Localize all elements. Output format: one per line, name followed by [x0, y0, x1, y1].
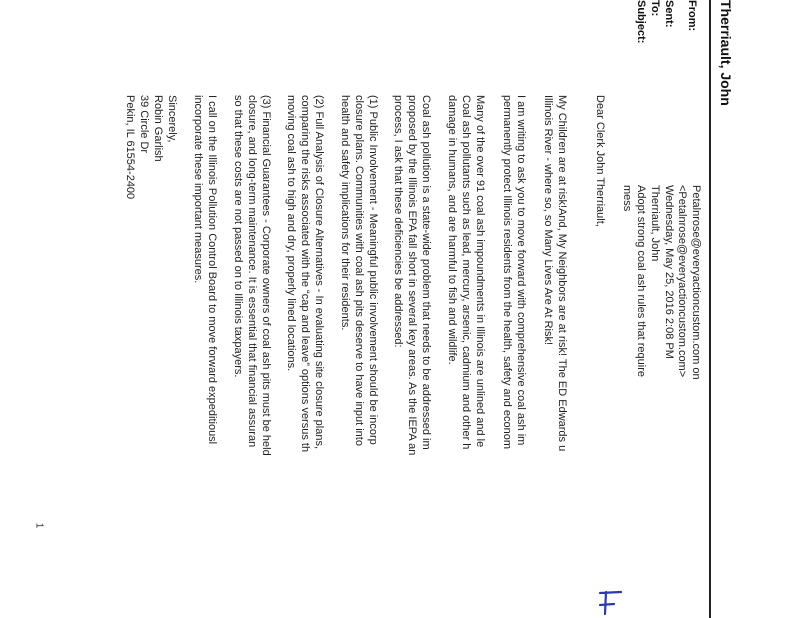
letter-page: [119, 0, 739, 618]
paragraph-2-line-1: I am writing to ask you to move forward with comprehensive coal ash im: [515, 95, 527, 446]
paragraph-7-line-3: so that these costs are not passed on to Illinois taxpayers.: [232, 95, 244, 378]
signature-street: 39 Circle Dr: [138, 95, 150, 154]
paragraph-7-line-1: (3) Financial Guarantees - Corporate owners of coal ash pits must be held: [260, 95, 272, 456]
signature-city: Pekin, IL 61554-2400: [124, 95, 136, 200]
sent-value: Wednesday, May 25, 2016 2:08 PM: [663, 185, 675, 359]
paragraph-1: [541, 95, 569, 618]
paragraph-1-line-2: Illinois River - where so, so Many Lives Are At Risk!: [542, 95, 554, 346]
paragraph-3-line-3: damage in humans, and are harmful to fish and wildlife.: [446, 95, 458, 365]
paragraph-7: [231, 95, 273, 618]
paragraph-5-line-2: closure plans. Communities with coal ash pits deserve to have input into: [353, 95, 365, 446]
paragraph-2: [500, 95, 528, 618]
paragraph-4-line-2: proposed by the Illinois EPA fall short in several key areas. As the IEPA an: [406, 95, 418, 456]
handwritten-mark-icon: [596, 588, 626, 618]
paragraph-8-line-2: incorporate these important measures.: [192, 95, 204, 284]
paragraph-5-line-3: health and safety implications for their residents.: [339, 95, 351, 331]
paragraph-3-line-2: Coal ash pollutants such as lead, mercury, arsenic, cadmium and other h: [460, 95, 472, 450]
signature-block: [123, 95, 179, 618]
paragraph-7-line-2: closure, and long-term maintenance. It is essential that financial assuran: [246, 95, 258, 448]
signature-closing: Sincerely,: [166, 95, 178, 143]
paragraph-1-line-1: My Children are at risk!And, My Neighbors are at risk! The ED Edwards u: [556, 95, 568, 452]
from-label: From:: [686, 0, 698, 32]
paragraph-2-line-2: permanently protect Illinois residents from the health, safety and econom: [501, 95, 513, 450]
paragraph-3-line-1: Many of the over 91 coal ash impoundments in Illinois are unlined and le: [474, 95, 486, 448]
paragraph-3: [445, 95, 487, 618]
salutation-text: Dear Clerk John Therriault,: [594, 95, 606, 227]
page-number: 1: [33, 522, 45, 529]
header-rule: [709, 0, 711, 618]
paragraph-6: [284, 95, 326, 618]
sent-label: Sent:: [663, 0, 675, 28]
paragraph-4: [391, 95, 433, 618]
paragraph-6-line-2: comparing the risks associated with the “cap and leave” options versus th: [299, 95, 311, 453]
salutation: [593, 95, 607, 618]
paragraph-5: [338, 95, 380, 618]
from-value-line-1: Petalnrose@everyactioncustom.com on: [690, 185, 702, 380]
to-value: Therriault, John: [649, 185, 661, 262]
from-value-line-2: <Petalnrose@everyactioncustom.com>: [676, 185, 688, 378]
paragraph-4-line-3: process, I ask that these deficiencies be addressed:: [392, 95, 404, 348]
signature-name: Robin Garlish: [152, 95, 164, 162]
subject-value-line-2: mess: [621, 185, 633, 212]
paragraph-6-line-3: moving coal ash to high and dry, properly lined locations.: [285, 95, 297, 372]
subject-value-line-1: Adopt strong coal ash rules that require: [635, 185, 647, 378]
paragraph-4-line-1: Coal ash pollution is a state-wide problem that needs to be addressed im: [420, 95, 432, 450]
paragraph-8: [191, 95, 219, 618]
subject-label: Subject:: [635, 0, 647, 44]
sender-name: Therriault, John: [718, 0, 734, 106]
paragraph-8-line-1: I call on the Illinois Pollution Control Board to move forward expeditiousl: [206, 95, 218, 445]
to-label: To:: [649, 0, 661, 17]
paragraph-6-line-1: (2) Full Analysis of Closure Alternatives - In evaluating site closure plans,: [313, 95, 325, 449]
paragraph-5-line-1: (1) Public Involvement - Meaningful public involvement should be incorp: [367, 95, 379, 445]
